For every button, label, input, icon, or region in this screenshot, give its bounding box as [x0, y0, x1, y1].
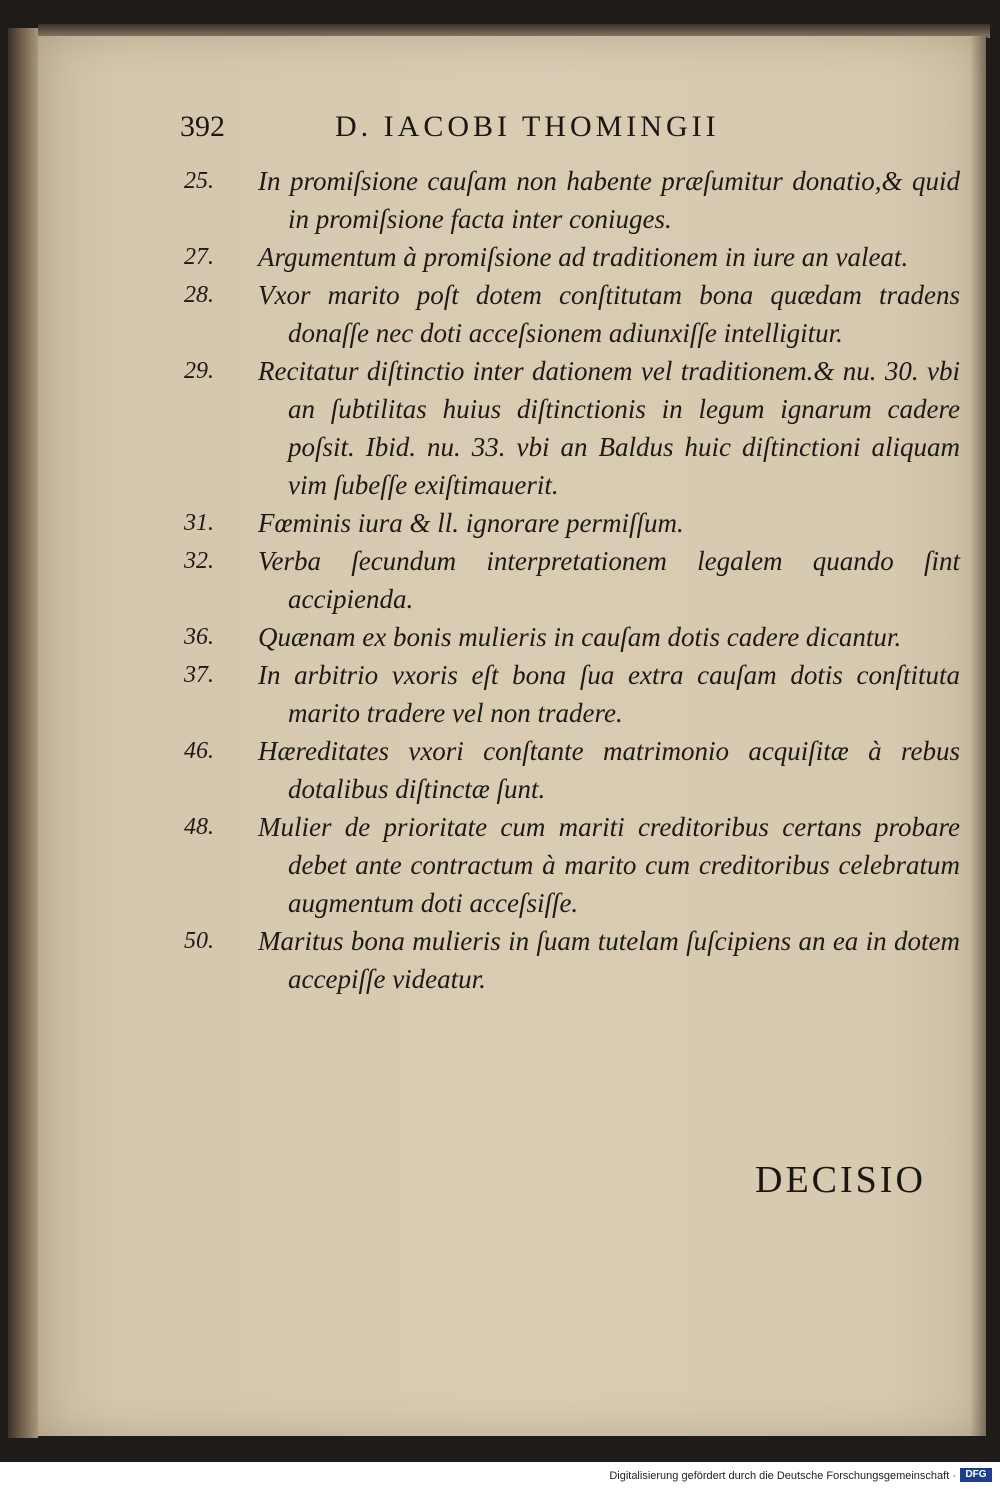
summary-entry	[180, 732, 960, 808]
summary-entry	[180, 656, 960, 732]
entry-number: 25.	[184, 168, 214, 194]
summary-entry	[180, 808, 960, 922]
page-number: 392	[180, 110, 225, 143]
summary-entry	[180, 162, 960, 238]
book-spine-edge	[8, 28, 38, 1438]
entry-text: Vxor marito poſt dotem conſtitutam bona quædam tradens donaſſe nec doti acceſsionem adiunxiſſe intelligitur.	[258, 280, 960, 348]
entry-text: Maritus bona mulieris in ſuam tutelam ſuſcipiens an ea in dotem accepiſſe videatur.	[258, 926, 960, 994]
entry-text: Verba ſecundum interpretationem legalem quando ſint accipienda.	[258, 546, 960, 614]
funding-credit: Digitalisierung gefördert durch die Deutsche Forschungsgemeinschaft ·	[609, 1470, 956, 1482]
entry-number: 48.	[184, 814, 214, 840]
summary-entry	[180, 352, 960, 504]
summary-entry	[180, 922, 960, 998]
page-edge-shadow	[970, 36, 988, 1436]
entry-number: 28.	[184, 282, 214, 308]
page-header	[180, 110, 960, 154]
catchword: DECISIO	[755, 1159, 926, 1201]
entry-number: 29.	[184, 358, 214, 384]
summary-entry	[180, 618, 960, 656]
entry-text: Quænam ex bonis mulieris in cauſam dotis cadere dicantur.	[258, 622, 902, 652]
summary-entry	[180, 276, 960, 352]
digitization-footer	[0, 1462, 1000, 1489]
entry-text: Fœminis iura & ll. ignorare permiſſum.	[258, 508, 684, 538]
summary-list	[180, 162, 960, 998]
entry-text: Mulier de prioritate cum mariti creditoribus certans probare debet ante contractum à marito cum creditoribus celebratum augmentum doti acceſsiſſe.	[258, 812, 960, 918]
entry-number: 32.	[184, 548, 214, 574]
summary-entry	[180, 238, 960, 276]
entry-number: 37.	[184, 662, 214, 688]
entry-number: 27.	[184, 244, 214, 270]
entry-number: 31.	[184, 510, 214, 536]
entry-text: Argumentum à promiſsione ad traditionem in iure an valeat.	[258, 242, 909, 272]
entry-text: In promiſsione cauſam non habente præſumitur donatio,& quid in promiſsione facta inter coniuges.	[258, 166, 960, 234]
entry-number: 50.	[184, 928, 214, 954]
summary-entry	[180, 542, 960, 618]
entry-number: 46.	[184, 738, 214, 764]
dfg-logo: DFG	[960, 1468, 992, 1482]
entry-text: Hæreditates vxori conſtante matrimonio acquiſitæ à rebus dotalibus diſtinctæ ſunt.	[258, 736, 960, 804]
entry-text: Recitatur diſtinctio inter dationem vel traditionem.& nu. 30. vbi an ſubtilitas huius diſtinctionis in legum ignarum cadere poſsit. Ibid. nu. 33. vbi an Baldus huic diſtinctioni aliquam vim ſubeſſe exiſtimauerit.	[258, 356, 960, 500]
entry-text: In arbitrio vxoris eſt bona ſua extra cauſam dotis conſtituta marito tradere vel non tradere.	[258, 660, 960, 728]
running-title: D. IACOBI THOMINGII	[335, 110, 720, 143]
entry-number: 36.	[184, 624, 214, 650]
summary-entry	[180, 504, 960, 542]
